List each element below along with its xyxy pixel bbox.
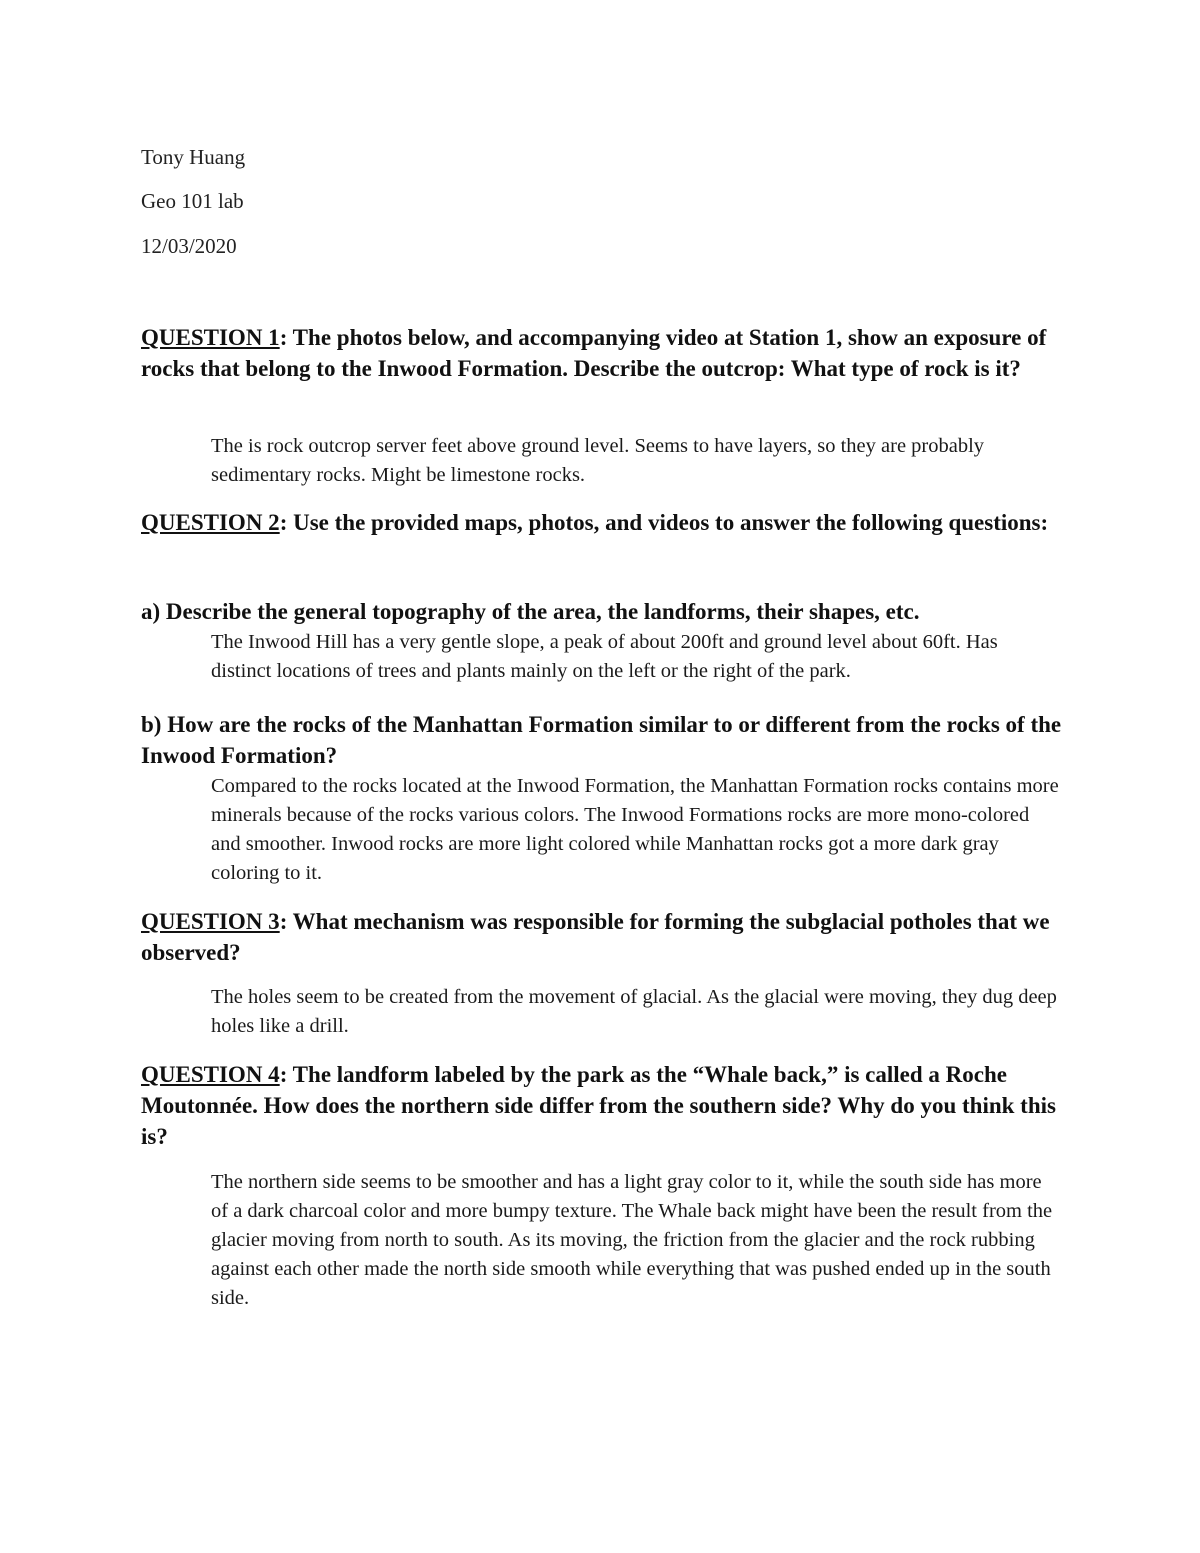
answer-4: The northern side seems to be smoother and has a light gray color to it, while the south side has more of a dark charcoal color and more bumpy texture. The Whale back might have been the result from the glacier moving from north to south. As its moving, the friction from the glacier and the rock rubbing against each other made the north side smooth while everything that was pushed ended up in the south side. <box>211 1171 1053 1309</box>
question-4 <box>141 1059 1071 1152</box>
question-2b: b) How are the rocks of the Manhattan Formation similar to or different from the rocks of the Inwood Formation? <box>141 712 1062 768</box>
question-4-label: QUESTION 4 <box>141 1062 280 1087</box>
question-1 <box>141 322 1071 384</box>
student-name: Tony Huang <box>141 145 246 169</box>
answer-3: The holes seem to be created from the movement of glacial. As the glacial were moving, they dug deep holes like a drill. <box>211 986 1057 1037</box>
question-4-text: : The landform labeled by the park as the “Whale back,” is called a Roche Moutonnée. How does the northern side differ from the southern side? Why do you think this is? <box>141 1062 1056 1149</box>
question-2 <box>141 507 1071 538</box>
course-name: Geo 101 lab <box>141 189 244 213</box>
question-1-text: : The photos below, and accompanying video at Station 1, show an exposure of rocks that belong to the Inwood Formation. Describe the outcrop: What type of rock is it? <box>141 325 1047 381</box>
question-2-text: : Use the provided maps, photos, and videos to answer the following questions: <box>279 510 1049 535</box>
question-3-text: : What mechanism was responsible for forming the subglacial potholes that we observed? <box>141 909 1050 965</box>
answer-2b: Compared to the rocks located at the Inwood Formation, the Manhattan Formation rocks contains more minerals because of the rocks various colors. The Inwood Formations rocks are more mono-colored and smoother. Inwood rocks are more light colored while Manhattan rocks got a more dark gray coloring to it. <box>211 775 1059 884</box>
question-2-label: QUESTION 2 <box>141 510 280 535</box>
question-2a: a) Describe the general topography of the area, the landforms, their shapes, etc. <box>141 599 920 624</box>
question-1-label: QUESTION 1 <box>141 325 280 350</box>
document-date: 12/03/2020 <box>141 234 237 258</box>
question-3-label: QUESTION 3 <box>141 909 280 934</box>
question-3 <box>141 906 1071 968</box>
answer-2a: The Inwood Hill has a very gentle slope, a peak of about 200ft and ground level about 60ft. Has distinct locations of trees and plants mainly on the left or the right of the park. <box>211 631 998 682</box>
answer-1: The is rock outcrop server feet above ground level. Seems to have layers, so they are probably sedimentary rocks. Might be limestone rocks. <box>211 435 985 486</box>
